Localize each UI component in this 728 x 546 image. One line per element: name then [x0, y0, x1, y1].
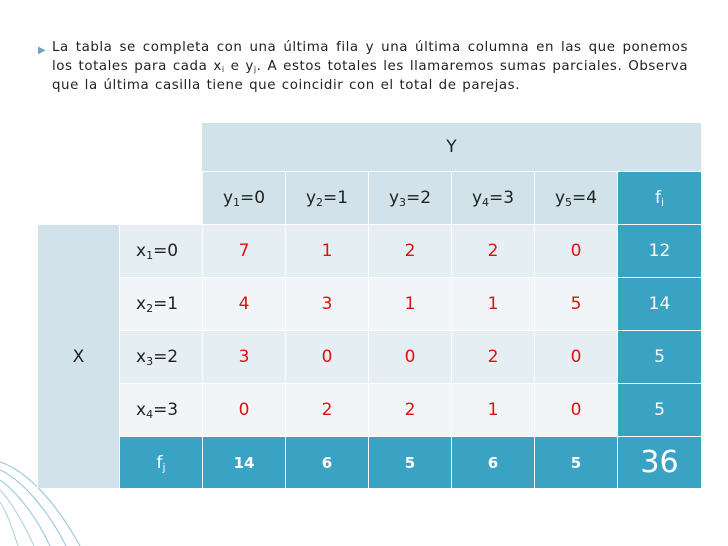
empty-corner-2 — [37, 171, 202, 224]
y-label-2: $y_2=1$ — [285, 171, 368, 224]
count-cell: 0 — [285, 330, 368, 383]
count-cell: 5 — [534, 277, 617, 330]
count-cell: 1 — [285, 224, 368, 277]
paragraph-sub-j: j — [253, 65, 257, 74]
count-cell: 4 — [202, 277, 285, 330]
count-cell: 2 — [451, 224, 534, 277]
count-cell: 0 — [534, 330, 617, 383]
fi-header: $f_i$ — [617, 171, 701, 224]
count-cell: 7 — [202, 224, 285, 277]
column-total: 5 — [368, 436, 451, 488]
grand-total: 36 — [617, 436, 701, 488]
row-total: 5 — [617, 330, 701, 383]
bullet-icon: ▶ — [38, 45, 47, 56]
count-cell: 1 — [368, 277, 451, 330]
count-cell: 3 — [202, 330, 285, 383]
column-total: 5 — [534, 436, 617, 488]
x-label-1: $x_1=0$ — [119, 224, 202, 277]
paragraph-part1: La tabla se completa con una última fila y una última columna en las que ponemos los totales para cada x — [52, 40, 688, 74]
count-cell: 2 — [368, 224, 451, 277]
column-total: 6 — [451, 436, 534, 488]
count-cell: 2 — [285, 383, 368, 436]
x-variable-header: X — [37, 224, 119, 488]
row-total: 14 — [617, 277, 701, 330]
y-label-4: $y_4=3$ — [451, 171, 534, 224]
count-cell: 0 — [534, 224, 617, 277]
paragraph-part2: e y — [224, 59, 254, 74]
count-cell: 2 — [368, 383, 451, 436]
frequency-table — [37, 123, 701, 488]
y-variable-header: Y — [202, 123, 701, 171]
empty-corner — [37, 123, 202, 171]
count-cell: 1 — [451, 383, 534, 436]
count-cell: 1 — [451, 277, 534, 330]
count-cell: 3 — [285, 277, 368, 330]
x-label-3: $x_3=2$ — [119, 330, 202, 383]
count-cell: 2 — [451, 330, 534, 383]
count-cell: 0 — [368, 330, 451, 383]
y-label-5: $y_5=4$ — [534, 171, 617, 224]
x-label-2: $x_2=1$ — [119, 277, 202, 330]
row-total: 12 — [617, 224, 701, 277]
column-total: 14 — [202, 436, 285, 488]
row-total: 5 — [617, 383, 701, 436]
x-label-4: $x_4=3$ — [119, 383, 202, 436]
count-cell: 0 — [202, 383, 285, 436]
column-total: 6 — [285, 436, 368, 488]
paragraph-part3: . A estos totales les llamaremos sumas parciales. Observa que la última casilla tiene que coincidir con el total de parejas. — [52, 59, 688, 93]
y-label-1: $y_1=0$ — [202, 171, 285, 224]
y-label-3: $y_3=2$ — [368, 171, 451, 224]
intro-paragraph — [38, 38, 688, 95]
count-cell: 0 — [534, 383, 617, 436]
fj-header: $f_j$ — [119, 436, 202, 488]
paragraph-sub-i: i — [221, 65, 225, 74]
